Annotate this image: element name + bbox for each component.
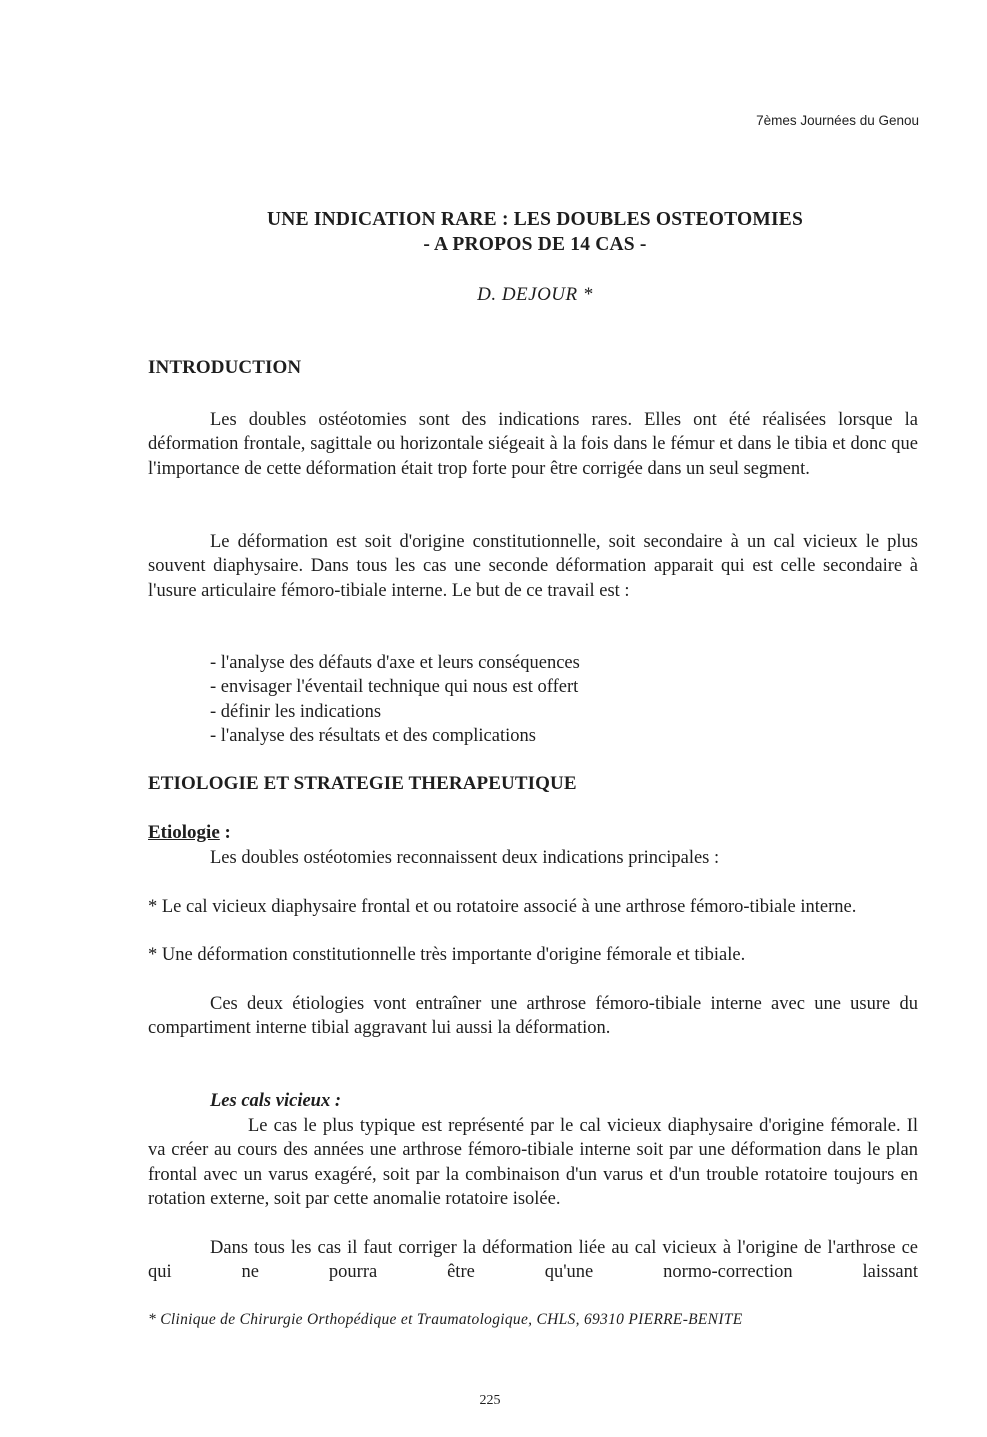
paragraph-text: * Le cal vicieux diaphysaire frontal et ou rotatoire associé à une arthrose fémoro-tibiale interne. [148,897,857,917]
subheading-etiologie [148,822,231,844]
list-item: - l'analyse des résultats et des complications [210,725,536,746]
paragraph-text: Les doubles ostéotomies sont des indications rares. Elles ont été réalisées lorsque la déformation frontale, sagittale ou horizontale siégeait à la fois dans le fémur et dans le tibia et donc que l'importance de cette déformation était trop forte pour être corrigée dans un seul segment. [148,410,918,479]
paragraph-text: * Une déformation constitutionnelle très importante d'origine fémorale et tibiale. [148,945,746,965]
title-line-2: - A PROPOS DE 14 CAS - [423,234,647,255]
list-item: - l'analyse des défauts d'axe et leurs conséquences [210,653,580,673]
etiologie-intro [148,846,918,870]
footnote: * Clinique de Chirurgie Orthopédique et Traumatologique, CHLS, 69310 PIERRE-BENITE [148,1311,743,1328]
title-line-1: UNE INDICATION RARE : LES DOUBLES OSTEOTOMIES [267,209,803,230]
subheading-etiologie-label: Etiologie [148,822,220,843]
intro-paragraph-1 [148,408,918,481]
heading-etiologie-strategie: ETIOLOGIE ET STRATEGIE THERAPEUTIQUE [148,773,577,794]
paragraph-text: Dans tous les cas il faut corriger la déformation liée au cal vicieux à l'origine de l'arthrose ce qui ne pourra être qu'une normo-correction laissant [148,1238,918,1283]
cals-paragraph-1 [148,1114,918,1211]
etiologie-bullet-2 [148,943,918,967]
paragraph-text: Le cas le plus typique est représenté par le cal vicieux diaphysaire d'origine fémorale. Il va créer au cours des années une arthrose fémoro-tibiale interne soit par une déformation dans le plan frontal avec un varus exagéré, soit par la combinaison d'un varus et d'un trouble rotatoire toujours en rotation externe, soit par cette anomalie rotatoire isolée. [148,1116,918,1209]
list-item: - définir les indications [210,701,382,722]
cals-paragraph-2 [148,1236,918,1285]
paragraph-text: Les doubles ostéotomies reconnaissent deux indications principales : [210,848,720,868]
paragraph-text: Ces deux étiologies vont entraîner une arthrose fémoro-tibiale interne avec une usure du compartiment interne tibial aggravant lui aussi la déformation. [148,994,918,1039]
paragraph-text: Le déformation est soit d'origine constitutionnelle, soit secondaire à un cal vicieux le plus souvent diaphysaire. Dans tous les cas une seconde déformation apparait qui est celle secondaire à l'usure articulaire fémoro-tibiale interne. Le but de ce travail est : [148,532,918,601]
heading-introduction: INTRODUCTION [148,357,302,378]
intro-paragraph-2 [148,530,918,603]
list-item: - envisager l'éventail technique qui nous est offert [210,677,579,698]
objectives-list [210,651,580,748]
subheading-cals-vicieux: Les cals vicieux : [210,1091,341,1111]
etiologie-paragraph [148,992,918,1041]
author: D. DEJOUR * [477,284,593,305]
running-header: 7èmes Journées du Genou [756,113,919,128]
article-title [0,207,987,257]
etiologie-bullet-1 [148,895,918,919]
page-number: 225 [479,1393,501,1408]
subheading-etiologie-colon: : [219,822,231,843]
